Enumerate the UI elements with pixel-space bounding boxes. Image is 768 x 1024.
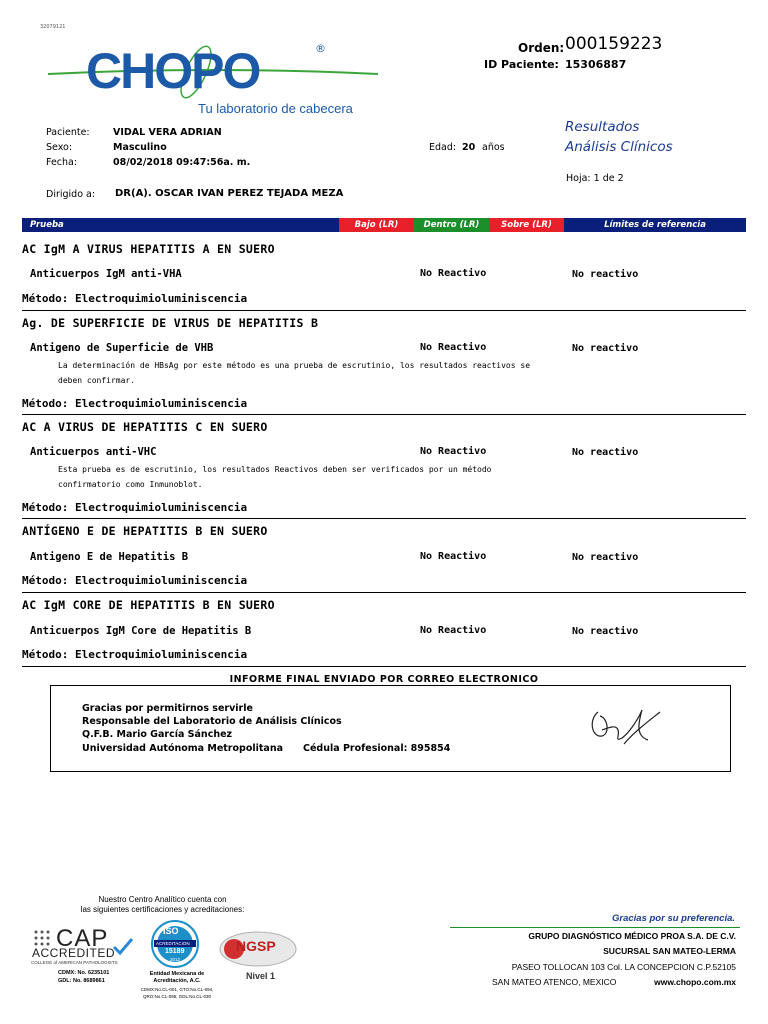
footer-divider: [450, 927, 740, 928]
section-divider: [22, 592, 746, 593]
sex-label: Sexo:: [46, 142, 73, 153]
page-indicator: Hoja: 1 de 2: [566, 173, 624, 184]
cap-logo: CAP: [56, 925, 109, 952]
date-value: 08/02/2018 09:47:56a. m.: [113, 157, 251, 168]
results-header-bar: [22, 218, 746, 232]
header-limites: Límites de referencia: [564, 218, 746, 232]
header-bajo: Bajo (LR): [339, 218, 414, 232]
test-note: confirmatorio como Inmunoblot.: [58, 480, 203, 489]
registered-mark: ®: [315, 42, 326, 55]
test-method: Método: Electroquimioluminiscencia: [22, 648, 248, 661]
test-name: Anticuerpos anti-VHC: [30, 446, 157, 458]
cedula-line: Cédula Profesional: 895854: [303, 743, 451, 754]
iso-accreditation: ACREDITACION: [156, 941, 190, 946]
test-name: Antigeno de Superficie de VHB: [30, 342, 214, 354]
date-label: Fecha:: [46, 157, 78, 168]
order-label: Orden:: [518, 41, 565, 55]
age-value: 20: [462, 142, 476, 153]
test-note: deben confirmar.: [58, 376, 136, 385]
section-divider: [22, 666, 746, 667]
section-title: AC IgM A VIRUS HEPATITIS A EN SUERO: [22, 242, 275, 256]
thanks-preference: Gracias por su preferencia.: [612, 913, 736, 924]
ngsp-label: NGSP: [236, 938, 276, 954]
website-link[interactable]: www.chopo.com.mx: [654, 977, 736, 987]
section-title: AC A VIRUS DE HEPATITIS C EN SUERO: [22, 420, 268, 434]
cap-college: COLLEGE of AMERICAN PATHOLOGISTS: [31, 960, 118, 965]
cap-accredited: ACCREDITED: [32, 946, 116, 960]
test-method: Método: Electroquimioluminiscencia: [22, 397, 248, 410]
results-subtitle: Análisis Clínicos: [565, 139, 673, 155]
age-unit: años: [482, 142, 505, 153]
logo-tagline: Tu laboratorio de cabecera: [198, 101, 353, 116]
cap-number: CDMX: No. 6235101: [58, 970, 110, 976]
test-result: No Reactivo: [420, 268, 487, 279]
final-report-notice: INFORME FINAL ENVIADO POR CORREO ELECTRONICO: [229, 674, 539, 685]
patient-name: VIDAL VERA ADRIAN: [113, 127, 222, 138]
logo-wordmark: CHOPO: [86, 43, 260, 99]
test-reference: No reactivo: [572, 552, 639, 563]
patient-id-label: ID Paciente:: [484, 58, 559, 71]
section-divider: [22, 310, 746, 311]
thanks-line: Gracias por permitirnos servirle: [82, 703, 253, 714]
sex-value: Masculino: [113, 142, 167, 153]
patient-id: 15306887: [565, 58, 627, 71]
test-name: Antigeno E de Hepatitis B: [30, 551, 189, 563]
ngsp-level: Nivel 1: [246, 971, 276, 981]
test-result: No Reactivo: [420, 625, 487, 636]
test-result: No Reactivo: [420, 342, 487, 353]
checkmark-icon: [112, 936, 134, 956]
header-sobre: Sobre (LR): [489, 218, 564, 232]
cert-intro: Nuestro Centro Analítico cuenta con: [98, 895, 227, 904]
header-prueba: Prueba: [22, 218, 339, 232]
iso-label: ISO: [163, 926, 179, 936]
section-divider: [22, 414, 746, 415]
cap-number: GDL: No. 8689861: [58, 978, 105, 984]
ema-line: CDMX:No.CL-001, GTO:No.CL-094,: [140, 987, 214, 992]
header-dentro: Dentro (LR): [414, 218, 489, 232]
referred-doctor: DR(A). OSCAR IVAN PEREZ TEJADA MEZA: [115, 188, 344, 199]
test-reference: No reactivo: [572, 447, 639, 458]
cert-intro: las siguientes certificaciones y acreditaciones:: [80, 905, 245, 914]
test-name: Anticuerpos IgM anti-VHA: [30, 268, 182, 280]
test-reference: No reactivo: [572, 269, 639, 280]
iso-number: 15189: [165, 948, 185, 955]
test-result: No Reactivo: [420, 551, 487, 562]
referred-label: Dirigido a:: [46, 189, 96, 200]
document-code: 32079121: [40, 24, 66, 30]
section-divider: [22, 518, 746, 519]
address: PASEO TOLLOCAN 103 Col. LA CONCEPCION C.P.52105: [511, 962, 736, 972]
city: SAN MATEO ATENCO, MEXICO: [492, 977, 617, 987]
ema-line: QRO:No.CL-095, GDL:No.CL-030: [142, 994, 212, 999]
patient-name-label: Paciente:: [46, 127, 90, 138]
section-title: Ag. DE SUPERFICIE DE VIRUS DE HEPATITIS B: [22, 316, 319, 330]
test-note: Esta prueba es de escrutinio, los resultados Reactivos deben ser verificados por un método: [58, 465, 492, 474]
company-name: GRUPO DIAGNÓSTICO MÉDICO PROA S.A. DE C.V.: [528, 931, 736, 941]
test-method: Método: Electroquimioluminiscencia: [22, 292, 248, 305]
branch-name: SUCURSAL SAN MATEO-LERMA: [603, 946, 736, 956]
test-method: Método: Electroquimioluminiscencia: [22, 501, 248, 514]
age-label: Edad:: [429, 142, 457, 153]
test-result: No Reactivo: [420, 446, 487, 457]
university-line: Universidad Autónoma Metropolitana: [82, 743, 283, 754]
section-title: ANTÍGENO E DE HEPATITIS B EN SUERO: [22, 524, 268, 538]
signature-icon: [578, 690, 664, 762]
ema-line: Entidad Mexicana de: [149, 971, 205, 977]
section-title: AC IgM CORE DE HEPATITIS B EN SUERO: [22, 598, 275, 612]
test-note: La determinación de HBsAg por este método es una prueba de escrutinio, los resultados reactivos se: [58, 361, 531, 370]
test-method: Método: Electroquimioluminiscencia: [22, 574, 248, 587]
iso-year: 2012: [170, 957, 181, 962]
ema-line: Acreditación, A.C.: [153, 978, 201, 984]
responsible-name: Q.F.B. Mario García Sánchez: [82, 729, 233, 740]
test-reference: No reactivo: [572, 626, 639, 637]
cap-seal-icon: [32, 928, 54, 948]
order-number: 000159223: [565, 34, 663, 54]
test-name: Anticuerpos IgM Core de Hepatitis B: [30, 625, 252, 637]
responsible-line: Responsable del Laboratorio de Análisis Clínicos: [82, 716, 342, 727]
results-title: Resultados: [565, 119, 640, 135]
test-reference: No reactivo: [572, 343, 639, 354]
